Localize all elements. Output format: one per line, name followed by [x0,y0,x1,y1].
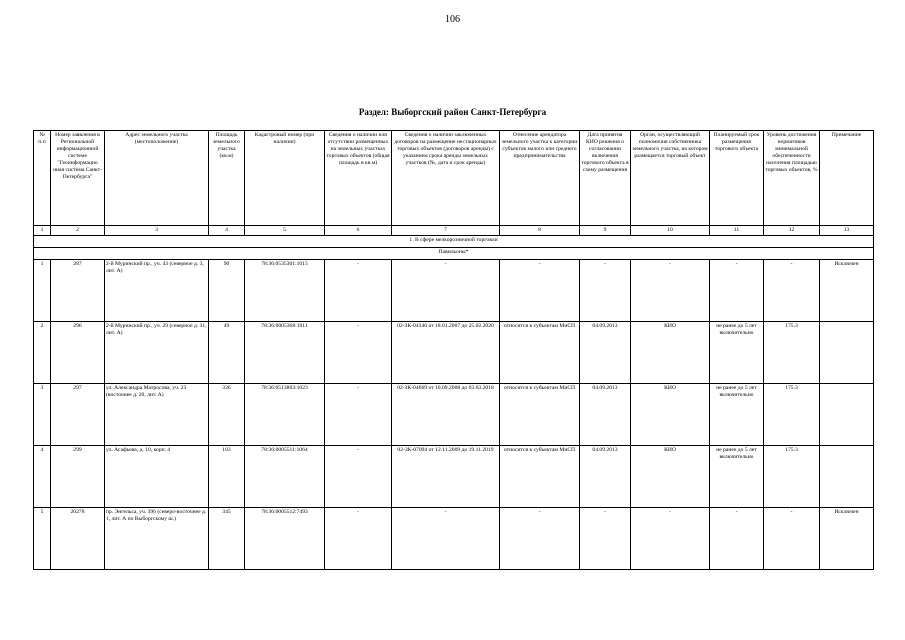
cell-level: 175.3 [764,446,820,508]
cell-date: 04.09.2013 [580,384,631,446]
column-number: 5 [245,226,325,236]
cell-contract: - [392,260,500,322]
cell-application: 287 [51,260,105,322]
cell-existing: - [325,384,392,446]
cell-note: Исключен [820,260,874,322]
table-row [34,260,874,322]
column-number: 1 [34,226,51,236]
cell-area: 345 [209,508,245,570]
cell-organ: КИО [631,384,710,446]
cell-level: - [764,508,820,570]
cell-area: 103 [209,446,245,508]
column-header: Кадастровый номер (при наличии) [245,131,325,226]
cell-organ: - [631,260,710,322]
cell-organ: КИО [631,322,710,384]
column-number: 10 [631,226,710,236]
cell-application: 296 [51,322,105,384]
cell-date: 04.09.2013 [580,322,631,384]
cell-term: - [710,260,764,322]
cell-cadastral: 78:36:0513803:1023 [245,384,325,446]
cell-area: 336 [209,384,245,446]
column-number: 7 [392,226,500,236]
cell-contract: 02-ЗК-04346 от 18.01.2007 до 25.02.2020 [392,322,500,384]
table-row [34,508,874,570]
cell-level: 175.3 [764,384,820,446]
cell-number: 2 [34,322,51,384]
cell-note [820,446,874,508]
cell-area: 90 [209,260,245,322]
cell-area: 49 [209,322,245,384]
cell-existing: - [325,260,392,322]
cell-application: 299 [51,446,105,508]
subgroup-header: Павильоны* [34,248,874,260]
table-row [34,446,874,508]
cell-sme: - [500,508,580,570]
column-number: 11 [710,226,764,236]
column-number: 6 [325,226,392,236]
column-header: Адрес земельного участка (местоположение) [105,131,209,226]
column-header: Планируемый срок размещения торгового объекта [710,131,764,226]
cell-term: не ранее до 5 лет включительно [710,446,764,508]
cell-cadastral: 78:36:0005368:1011 [245,322,325,384]
cell-level: 175.3 [764,322,820,384]
cell-number: 3 [34,384,51,446]
column-header: Отнесение арендатора земельного участка к категории субъектов малого или среднего предпринимательства [500,131,580,226]
cell-sme: относится к субъектам МиСП [500,446,580,508]
cell-cadastral: 78:36:0535301:1015 [245,260,325,322]
cell-sme: относится к субъектам МиСП [500,384,580,446]
registry-table [33,130,874,570]
cell-note [820,322,874,384]
column-header: Орган, осуществляющий полномочия собственника земельного участка, на котором размещается торговый объект [631,131,710,226]
cell-organ: - [631,508,710,570]
cell-term: не ранее до 5 лет включительно [710,384,764,446]
cell-address: 2-й Муринский пр., уч. 43 (северное д. 3, лит. А) [105,260,209,322]
cell-cadastral: 78:36:0005512:7493 [245,508,325,570]
column-number: 8 [500,226,580,236]
subgroup-header-row [34,248,874,260]
column-header: Номер заявления в Региональной информационной системе "Геоинформацио нная система Санкт-Петербурга" [51,131,105,226]
column-header: Сведения о наличии заключенных договоров на размещение нестационарных торговых объектов (договоров аренды) с указанием срока аренды земельных участков (№, дата и срок аренды) [392,131,500,226]
cell-application: 297 [51,384,105,446]
cell-address: пр. Энгельса, уч. 396 (северо-восточнее д. 1, лит. А по Выборгскому ш.) [105,508,209,570]
cell-number: 1 [34,260,51,322]
column-number: 4 [209,226,245,236]
page-number: 106 [445,14,460,25]
cell-contract: - [392,508,500,570]
table-row [34,384,874,446]
column-header: Площадь земельного участка (кв.м) [209,131,245,226]
cell-date: - [580,260,631,322]
cell-organ: КИО [631,446,710,508]
cell-address: 2-й Муринский пр., уч. 29 (северное д. 31, лит. А) [105,322,209,384]
cell-number: 4 [34,446,51,508]
column-header: Примечание [820,131,874,226]
cell-term: не ранее до 5 лет включительно [710,322,764,384]
column-number: 2 [51,226,105,236]
cell-cadastral: 78:36:0005511:1064 [245,446,325,508]
header-row [34,131,874,226]
column-number-row [34,226,874,236]
column-number: 12 [764,226,820,236]
cell-date: 04.09.2013 [580,446,631,508]
cell-existing: - [325,446,392,508]
cell-sme: относится к субъектам МиСП [500,322,580,384]
column-header: № п.п [34,131,51,226]
cell-level: - [764,260,820,322]
cell-application: 20278 [51,508,105,570]
cell-contract: 02-ЗК-04669 от 10.09.2008 до 03.03.2018 [392,384,500,446]
cell-number: 5 [34,508,51,570]
group-header-row [34,236,874,248]
cell-address: ул. Александра Матросова, уч. 23 (восточнее д. 20, лит. А) [105,384,209,446]
column-header: Дата принятия КИО решения о согласовании включения торгового объекта в схему размещения [580,131,631,226]
cell-sme: - [500,260,580,322]
column-header: Сведения о наличии или отсутствии размещенных на земельных участках торговых объектов (общая площадь в кв.м) [325,131,392,226]
cell-existing: - [325,508,392,570]
cell-date: - [580,508,631,570]
column-header: Уровень достижения нормативов минимальной обеспеченности населения площадью торговых объектов, % [764,131,820,226]
section-title: Раздел: Выборгский район Санкт-Петербурга [358,107,547,117]
cell-note [820,384,874,446]
group-header: 1. В сфере мелкорозничной торговли [34,236,874,248]
cell-note: Исключен [820,508,874,570]
column-number: 9 [580,226,631,236]
column-number: 3 [105,226,209,236]
cell-address: ул. Асафьева, д. 10, корп. 4 [105,446,209,508]
cell-existing: - [325,322,392,384]
column-number: 13 [820,226,874,236]
cell-contract: 02-ЗК-07094 от 12.11.2009 до 19.11.2019 [392,446,500,508]
table-row [34,322,874,384]
cell-term: - [710,508,764,570]
